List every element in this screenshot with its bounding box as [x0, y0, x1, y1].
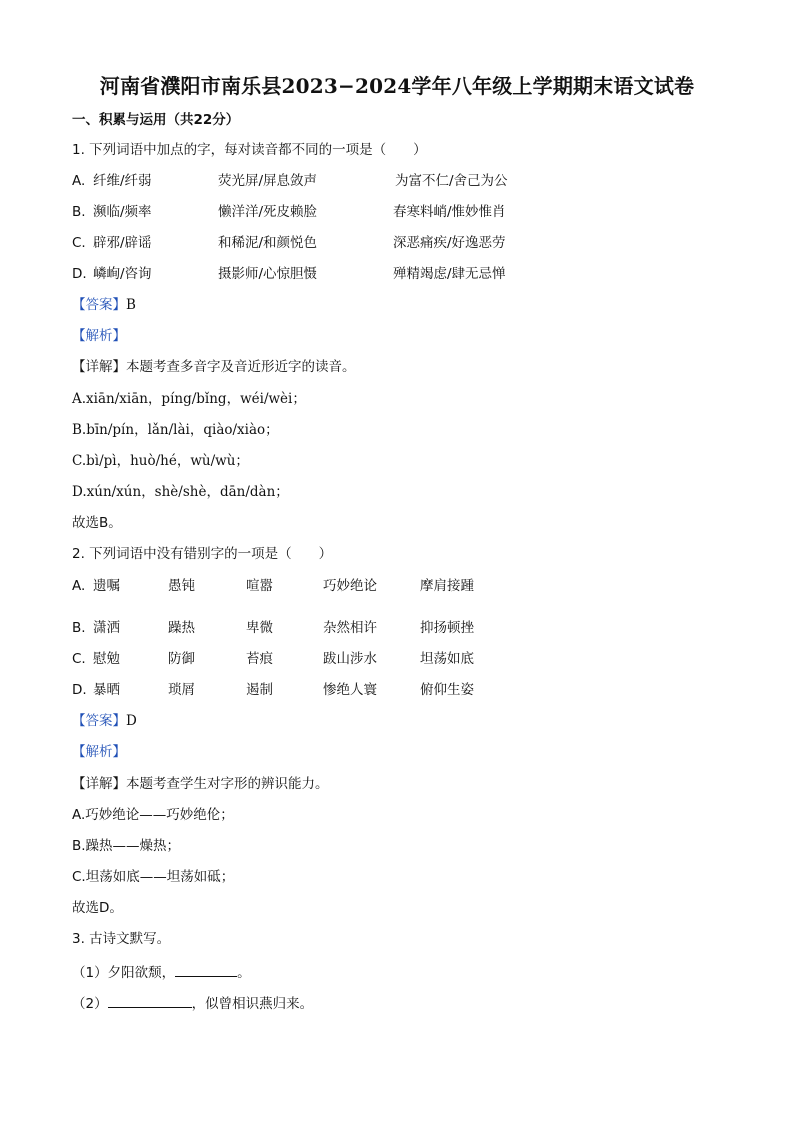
option-word: 摩肩接踵 [420, 578, 474, 594]
option-text: 殚精竭虑/肆无忌惮 [393, 266, 506, 282]
option-word: 遏制 [246, 682, 273, 698]
option-word: 抑扬顿挫 [420, 620, 474, 636]
conclusion: 故选D。 [72, 900, 123, 916]
correction-line: A.巧妙绝论——巧妙绝伦； [72, 807, 234, 823]
option-word: 愚钝 [168, 578, 195, 594]
option-word: 跋山涉水 [323, 651, 377, 667]
option-label: C. [72, 651, 86, 667]
answer-line [72, 296, 136, 314]
question-1-stem: 1. 下列词语中加点的字，每对读音都不同的一项是（ ） [72, 142, 427, 158]
detail-text: 本题考查多音字及音近形近字的读音。 [126, 359, 356, 375]
option-text: 为富不仁/舍己为公 [395, 173, 508, 189]
conclusion: 故选B。 [72, 515, 122, 531]
option-word: 惨绝人寰 [323, 682, 377, 698]
fill-item-1 [72, 962, 251, 982]
answer-line [72, 712, 137, 730]
option-word: 苔痕 [246, 651, 273, 667]
fill-suffix: ，似曾相识燕归来。 [191, 996, 314, 1012]
option-label: A. [72, 173, 86, 189]
option-text: 懒洋洋/死皮赖脸 [218, 204, 318, 220]
option-text: 辟邪/辟谣 [93, 235, 152, 251]
fill-prefix: （2） [72, 996, 108, 1012]
detail-tag: 【详解】 [72, 359, 126, 375]
fill-item-2 [72, 993, 313, 1013]
answer-blank[interactable] [108, 993, 192, 1008]
option-word: 防御 [168, 651, 195, 667]
option-word: 暴晒 [93, 682, 120, 698]
option-word: 遗嘱 [93, 578, 120, 594]
pinyin-line: A.xiān/xiān，píng/bǐng，wéi/wèi； [72, 391, 306, 407]
correction-line: C.坦荡如底——坦荡如砥； [72, 869, 235, 885]
answer-tag: 【答案】 [72, 297, 126, 313]
option-text: 和稀泥/和颜悦色 [218, 235, 318, 251]
detail-line [72, 358, 356, 376]
option-word: 坦荡如底 [420, 651, 474, 667]
question-2-stem: 2. 下列词语中没有错别字的一项是（ ） [72, 546, 333, 562]
option-word: 卑微 [246, 620, 273, 636]
option-word: 慰勉 [93, 651, 120, 667]
option-label: D. [72, 682, 87, 698]
option-text: 濒临/频率 [93, 204, 152, 220]
option-text: 深恶痛疾/好逸恶劳 [393, 235, 506, 251]
section-heading: 一、积累与运用（共22分） [72, 112, 240, 128]
option-word: 巧妙绝论 [323, 578, 377, 594]
detail-text: 本题考查学生对字形的辨识能力。 [126, 776, 329, 792]
answer-blank[interactable] [175, 962, 237, 977]
detail-tag: 【详解】 [72, 776, 126, 792]
page-title: 河南省濮阳市南乐县2023−2024学年八年级上学期期末语文试卷 [99, 74, 695, 98]
answer-tag: 【答案】 [72, 713, 126, 729]
detail-line [72, 775, 329, 793]
pinyin-line: C.bì/pì，huò/hé，wù/wù； [72, 453, 249, 469]
option-label: B. [72, 620, 86, 636]
option-text: 荧光屏/屏息敛声 [218, 173, 318, 189]
pinyin-line: B.bīn/pín，lǎn/lài，qiào/xiào； [72, 422, 279, 438]
option-text: 嶙峋/咨询 [93, 266, 152, 282]
pinyin-line: D.xún/xún，shè/shè，dān/dàn； [72, 484, 289, 500]
question-3-stem: 3. 古诗文默写。 [72, 931, 171, 947]
option-label: C. [72, 235, 86, 251]
option-word: 杂然相许 [323, 620, 377, 636]
correction-line: B.躁热——燥热； [72, 838, 181, 854]
fill-suffix: 。 [237, 965, 251, 981]
fill-prefix: （1）夕阳欲颓， [72, 965, 176, 981]
option-text: 摄影师/心惊胆慑 [218, 266, 318, 282]
option-word: 喧嚣 [246, 578, 273, 594]
option-word: 躁热 [168, 620, 195, 636]
option-label: D. [72, 266, 87, 282]
option-word: 俯仰生姿 [420, 682, 474, 698]
analysis-tag: 【解析】 [72, 328, 126, 344]
option-label: A. [72, 578, 86, 594]
option-word: 琐屑 [168, 682, 195, 698]
analysis-tag: 【解析】 [72, 744, 126, 760]
option-text: 纤维/纤弱 [93, 173, 152, 189]
answer-value: D [126, 713, 137, 729]
option-label: B. [72, 204, 86, 220]
option-word: 潇洒 [93, 620, 120, 636]
answer-value: B [126, 297, 136, 313]
option-text: 春寒料峭/惟妙惟肖 [393, 204, 506, 220]
